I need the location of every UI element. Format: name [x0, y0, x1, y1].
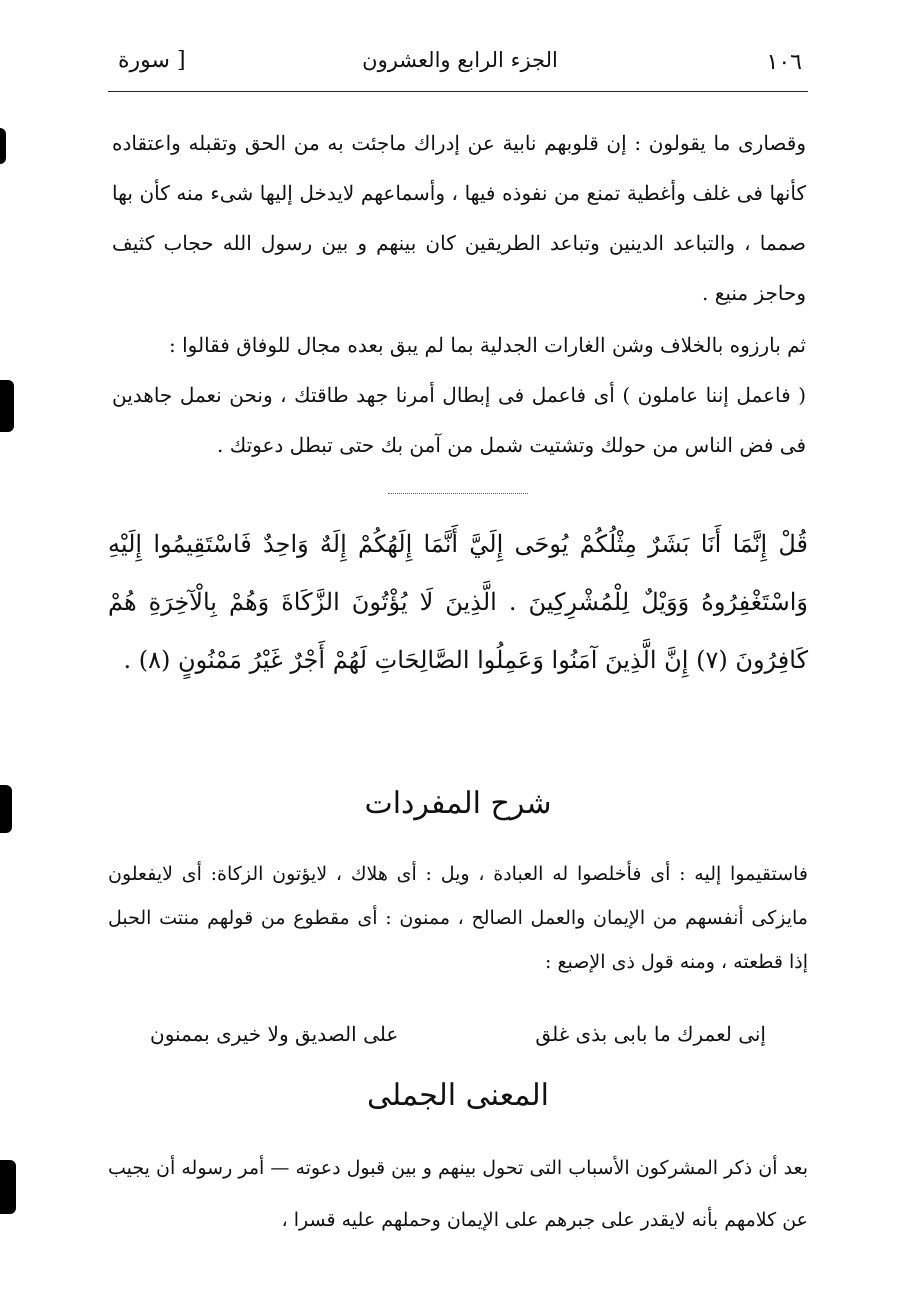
- surah-label: [ سورة: [118, 48, 186, 73]
- page-header: [118, 40, 802, 90]
- header-divider: [108, 91, 808, 92]
- scan-mark-4: [0, 1160, 16, 1214]
- poem-second-hemistich: على الصديق ولا خيرى بممنون: [150, 1022, 399, 1046]
- scan-mark-2: [0, 380, 14, 432]
- vocabulary-title: شرح المفردات: [364, 786, 552, 821]
- general-meaning-title: المعنى الجملى: [366, 1078, 549, 1113]
- vocabulary-text: فاستقيموا إليه : أى فأخلصوا له العبادة ، ويل : أى هلاك ، لايؤتون الزكاة: أى لايفعلون مايزكى أنفسهم من الإيمان والعمل الصالح ، ممنون : أى مقطوع من قولهم منتت الحبل إذا قطعته ، ومنه قول ذى الإصبع :: [108, 863, 808, 973]
- poem-verse: [150, 1016, 766, 1060]
- commentary-paragraph-3: ( فاعمل إننا عاملون ) أى فاعمل فى إبطال أمرنا جهد طاقتك ، ونحن نعمل جاهدين فى فض الناس من حولك وتشتيت شمل من آمن بك حتى تبطل دعوتك .: [112, 383, 806, 457]
- scan-mark-1: [0, 128, 6, 164]
- general-meaning-text: بعد أن ذكر المشركون الأسباب التى تحول بينهم و بين قبول دعوته — أمر رسوله أن يجيب عن كلامهم بأنه لايقدر على جبرهم على الإيمان وحملهم عليه قسرا ،: [108, 1157, 808, 1231]
- section-separator: [388, 493, 528, 494]
- quran-verse: قُلْ إِنَّمَا أَنَا بَشَرٌ مِثْلُكُمْ يُوحَى إِلَيَّ أَنَّمَا إِلَهُكُمْ إِلَهٌ وَاحِدٌ فَاسْتَقِيمُوا إِلَيْهِ وَاسْتَغْفِرُوهُ وَوَيْلٌ لِلْمُشْرِكِينَ . الَّذِينَ لَا يُؤْتُونَ الزَّكَاةَ وَهُمْ بِالْآخِرَةِ هُمْ كَافِرُونَ (٧) إِنَّ الَّذِينَ آمَنُوا وَعَمِلُوا الصَّالِحَاتِ لَهُمْ أَجْرٌ غَيْرُ مَمْنُونٍ (٨) .: [108, 530, 808, 674]
- commentary-paragraph-1: وقصارى ما يقولون : إن قلوبهم نابية عن إدراك ماجئت به من الحق وتقبله واعتقاده كأنها فى غلف وأغطية تمنع من نفوذه فيها ، وأسماعهم لايدخل إليها شىء منه كأن بها صمما ، والتباعد الدينين وتباعد الطريقين كان بينهم و بين رسول الله حجاب كثيف وحاجز منيع .: [112, 131, 806, 305]
- running-title: الجزء الرابع والعشرون: [362, 48, 558, 72]
- poem-first-hemistich: إنى لعمرك ما بابى بذى غلق: [535, 1022, 766, 1046]
- page-number: ١٠٦: [766, 50, 802, 75]
- commentary-paragraph-2: ثم بارزوه بالخلاف وشن الغارات الجدلية بما لم يبق بعده مجال للوفاق فقالوا :: [168, 333, 806, 357]
